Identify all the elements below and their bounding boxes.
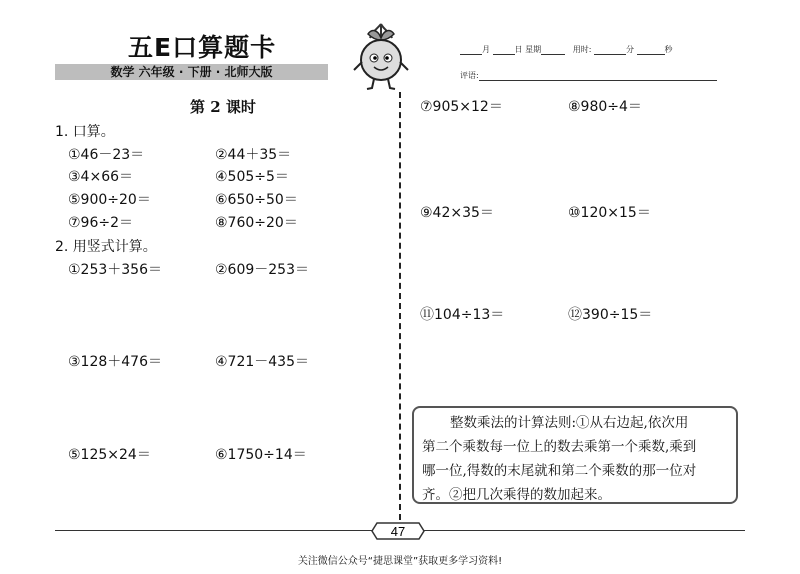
- section-2-heading: 2. 用竖式计算。: [55, 239, 157, 255]
- vertical-problem-7: ⑦905×12＝: [420, 99, 503, 115]
- rule-line-2: 第二个乘数每一位上的数去乘第一个乘数,乘到: [422, 439, 697, 455]
- oral-problem-6: ⑥650÷50＝: [215, 192, 298, 208]
- vertical-problem-2: ②609－253＝: [215, 262, 309, 278]
- multiplication-rule-box: [412, 406, 738, 504]
- oral-problem-1: ①46－23＝: [68, 147, 145, 163]
- section-1-heading: 1. 口算。: [55, 124, 115, 140]
- oral-problem-4: ④505÷5＝: [215, 169, 289, 185]
- date-time-fields: 月 日 星期 用时: 分 秒: [460, 44, 673, 55]
- vertical-problem-5: ⑤125×24＝: [68, 447, 151, 463]
- oral-problem-7: ⑦96÷2＝: [68, 215, 134, 231]
- radish-mascot-icon: [350, 20, 412, 92]
- vertical-problem-4: ④721－435＝: [215, 354, 309, 370]
- vertical-problem-11: ⑪104÷13＝: [420, 307, 505, 323]
- vertical-problem-10: ⑩120×15＝: [568, 205, 651, 221]
- footer-note: 关注微信公众号“捷思课堂”获取更多学习资料!: [297, 556, 503, 567]
- oral-problem-5: ⑤900÷20＝: [68, 192, 151, 208]
- rule-line-3: 哪一位,得数的末尾就和第二个乘数的那一位对: [422, 463, 697, 479]
- rule-line-1: 整数乘法的计算法则:①从右边起,依次用: [450, 415, 689, 431]
- page-number: 47: [390, 524, 406, 539]
- subject-bar: 数学 六年级 · 下册 · 北师大版: [55, 64, 328, 80]
- brand-title: 五E口算题卡: [128, 33, 277, 62]
- vertical-problem-8: ⑧980÷4＝: [568, 99, 642, 115]
- vertical-problem-1: ①253＋356＝: [68, 262, 162, 278]
- oral-problem-8: ⑧760÷20＝: [215, 215, 298, 231]
- page-number-badge: [371, 521, 425, 541]
- lesson-title: 第 2 课时: [190, 98, 256, 116]
- vertical-problem-12: ⑫390÷15＝: [568, 307, 653, 323]
- vertical-problem-9: ⑨42×35＝: [420, 205, 494, 221]
- oral-problem-3: ③4×66＝: [68, 169, 134, 185]
- column-divider: [399, 92, 401, 520]
- comment-field: 评语:: [460, 70, 717, 81]
- vertical-problem-6: ⑥1750÷14＝: [215, 447, 307, 463]
- rule-line-4: 齐。②把几次乘得的数加起来。: [422, 487, 611, 503]
- oral-problem-2: ②44＋35＝: [215, 147, 292, 163]
- vertical-problem-3: ③128＋476＝: [68, 354, 162, 370]
